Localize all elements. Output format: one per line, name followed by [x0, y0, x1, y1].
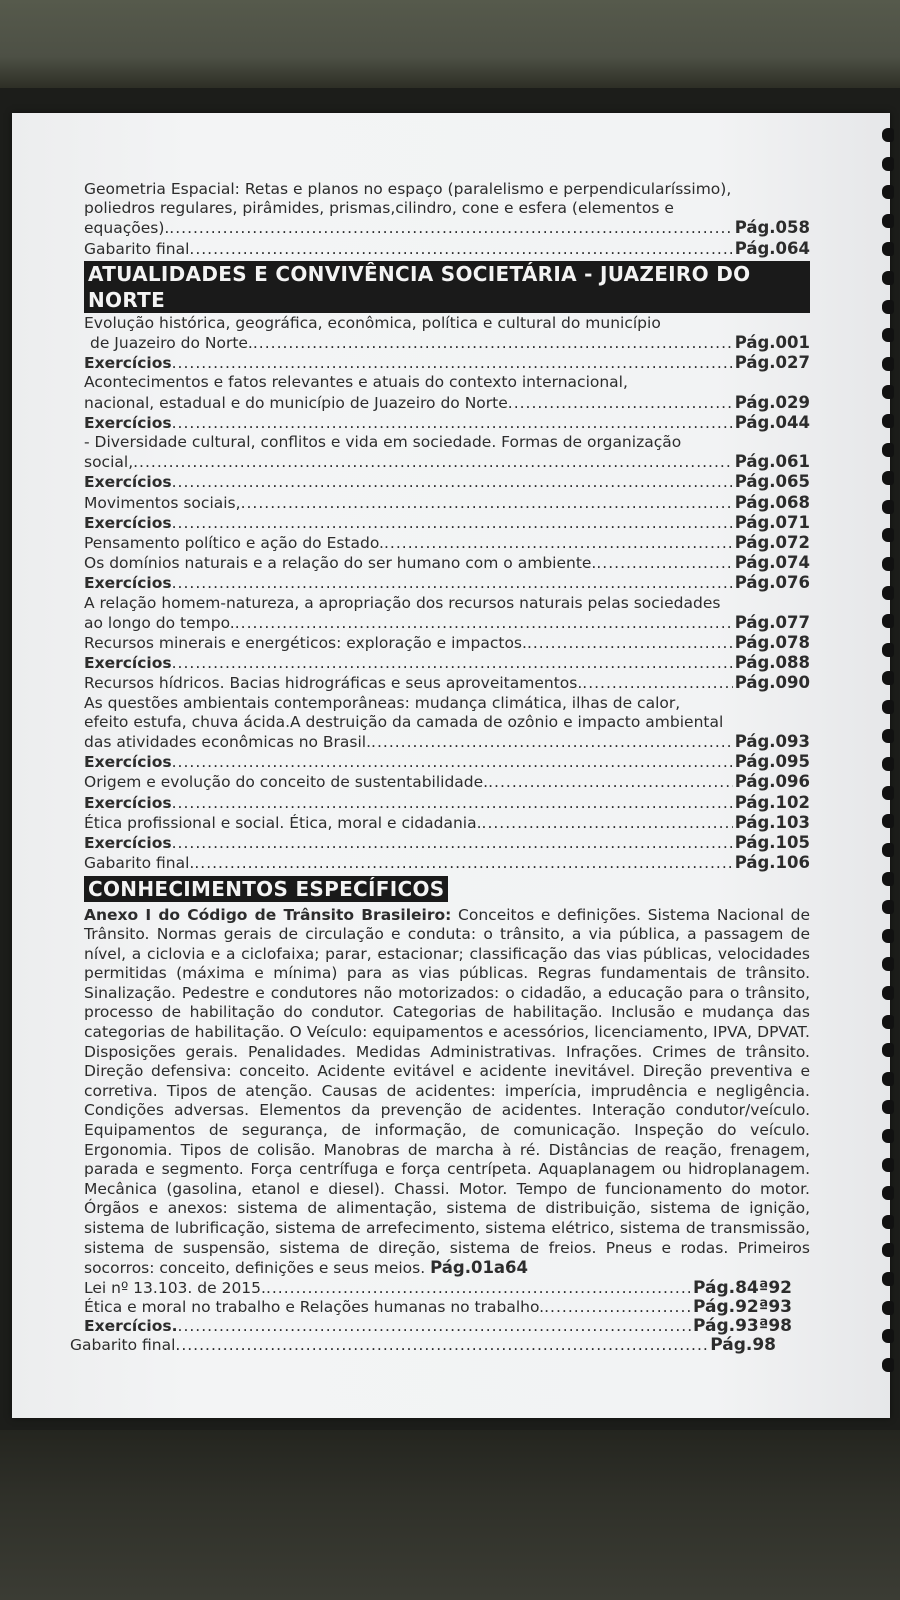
- toc-entry-page: Pág.92ª93: [692, 1296, 792, 1317]
- toc-entry-text: Movimentos sociais,: [84, 493, 241, 512]
- spiral-ring: [882, 929, 894, 943]
- toc-entry: [84, 493, 810, 513]
- spiral-ring: [882, 471, 894, 485]
- toc-leader-dots: [175, 1336, 708, 1355]
- toc-leader-dots: [488, 773, 733, 792]
- toc-leader-dots: [172, 574, 733, 593]
- spiral-ring: [882, 1329, 894, 1343]
- toc-entry: [84, 752, 810, 772]
- toc-leader-dots: [172, 473, 733, 492]
- section-line: Evolução histórica, geográfica, econômica, política e cultural do município: [84, 313, 661, 332]
- toc-entry-text: Ética e moral no trabalho e Relações humanas no trabalho.: [84, 1297, 545, 1316]
- toc-leader-dots: [172, 834, 733, 853]
- toc-entry: [84, 573, 810, 593]
- table-surface-top: [0, 0, 900, 95]
- toc-entry-text: Exercícios: [84, 753, 172, 772]
- toc-entry: [84, 393, 810, 413]
- section-title-conhecimentos: CONHECIMENTOS ESPECÍFICOS: [84, 876, 448, 902]
- toc-entry-page: Pág.071: [734, 512, 810, 532]
- toc-entry-page: Pág.98: [710, 1335, 776, 1356]
- toc-leader-dots: [172, 414, 733, 433]
- section-line: - Diversidade cultural, conflitos e vida em sociedade. Formas de organização: [84, 433, 682, 452]
- toc-entry-text: Pensamento político e ação do Estado.: [84, 534, 384, 553]
- toc-entry-page: Pág.096: [734, 772, 810, 792]
- toc-entry: [84, 793, 810, 813]
- toc-entry-page: Pág.058: [734, 218, 810, 238]
- toc-entry: [70, 1336, 792, 1355]
- spiral-ring: [882, 757, 894, 771]
- toc-entry-page: Pág.106: [734, 853, 810, 873]
- spiral-ring: [882, 872, 894, 886]
- toc-leader-dots: [172, 753, 733, 772]
- toc-entry-text: Exercícios: [84, 473, 172, 492]
- spiral-ring: [882, 1301, 894, 1315]
- spiral-ring: [882, 1129, 894, 1143]
- spiral-ring: [882, 328, 894, 342]
- spiral-ring: [882, 300, 894, 314]
- toc-entry-text: Recursos hídricos. Bacias hidrográficas e seus aproveitamentos.: [84, 674, 583, 693]
- spiral-ring: [882, 1243, 894, 1257]
- section-paragraph: [84, 906, 810, 1279]
- toc-leader-dots: [189, 240, 732, 259]
- toc-entry-text: Gabarito final: [70, 1336, 176, 1355]
- toc-entry-text: Exercícios: [84, 793, 172, 812]
- toc-leader-dots: [194, 854, 732, 873]
- spiral-ring: [882, 586, 894, 600]
- toc-entry-text: das atividades econômicas no Brasil.: [84, 733, 372, 752]
- spiral-ring: [882, 729, 894, 743]
- section2-toc: [70, 1279, 792, 1356]
- toc-leader-dots: [371, 733, 733, 752]
- toc-entry-text: Recursos minerais e energéticos: exploração e impactos.: [84, 634, 527, 653]
- spiral-ring: [882, 1015, 894, 1029]
- toc-entry: [70, 1279, 792, 1298]
- spiral-ring: [882, 185, 894, 199]
- toc-entry-text: nacional, estadual e do município de Juazeiro do Norte: [84, 393, 508, 412]
- toc-entry: [84, 413, 810, 433]
- spiral-ring: [882, 900, 894, 914]
- spiral-ring: [882, 157, 894, 171]
- toc-entry: [84, 833, 810, 853]
- section-line: As questões ambientais contemporâneas: mudança climática, ilhas de calor,: [84, 693, 681, 712]
- spiral-ring: [882, 528, 894, 542]
- spiral-ring: [882, 1158, 894, 1172]
- toc-leader-dots: [178, 1317, 691, 1336]
- spiral-ring: [882, 385, 894, 399]
- toc-entry-text: Exercícios: [84, 574, 172, 593]
- toc-entry: [84, 472, 810, 492]
- toc-entry: [84, 813, 810, 833]
- spiral-ring: [882, 242, 894, 256]
- toc-entry-page: Pág.064: [734, 238, 810, 258]
- toc-entry: [84, 613, 810, 633]
- spiral-ring: [882, 1186, 894, 1200]
- section-line: Acontecimentos e fatos relevantes e atuais do contexto internacional,: [84, 373, 628, 392]
- toc-leader-dots: [235, 614, 733, 633]
- spiral-ring: [882, 957, 894, 971]
- toc-entry-page: Pág.029: [734, 392, 810, 412]
- toc-entry: [84, 218, 810, 238]
- toc-entry-page: Pág.103: [734, 812, 810, 832]
- intro-line: Geometria Espacial: Retas e planos no espaço (paralelismo e perpendicularíssimo),: [84, 180, 732, 198]
- toc-entry: [84, 353, 810, 373]
- section-line: A relação homem-natureza, a apropriação dos recursos naturais pelas sociedades: [84, 593, 721, 612]
- spiral-ring: [882, 700, 894, 714]
- spiral-ring: [882, 643, 894, 657]
- toc-entry: [84, 772, 810, 792]
- spiral-ring: [882, 214, 894, 228]
- toc-entry: [84, 633, 810, 653]
- toc-entry: [84, 553, 810, 573]
- table-surface-bottom: [0, 1430, 900, 1600]
- toc-entry-page: Pág.93ª98: [692, 1316, 792, 1337]
- toc-entry-page: Pág.076: [734, 573, 810, 593]
- toc-entry-text: Exercícios: [84, 354, 172, 373]
- toc-entry-text: ao longo do tempo.: [84, 613, 235, 632]
- toc-entry-page: Pág.093: [734, 732, 810, 752]
- toc-entry-page: Pág.84ª92: [692, 1277, 792, 1298]
- toc-entry-text: Exercícios: [84, 513, 172, 532]
- toc-entry-page: Pág.095: [734, 752, 810, 772]
- spiral-ring: [882, 614, 894, 628]
- spiral-ring: [882, 786, 894, 800]
- toc-entry: [84, 513, 810, 533]
- spiral-ring: [882, 1272, 894, 1286]
- toc-entry-text: Exercícios: [84, 654, 172, 673]
- toc-leader-dots: [172, 794, 733, 813]
- toc-entry: [84, 853, 810, 873]
- toc-leader-dots: [266, 1279, 691, 1298]
- toc-entry: [84, 452, 810, 472]
- toc-entry-page: Pág.068: [734, 492, 810, 512]
- toc-entry-text: Exercícios: [84, 413, 172, 432]
- toc-entry: [84, 333, 810, 353]
- toc-leader-dots: [384, 534, 733, 553]
- toc-entry-page: Pág.072: [734, 533, 810, 553]
- toc-entry-text: social,: [84, 453, 134, 472]
- toc-entry-page: Pág.001: [734, 333, 810, 353]
- spiral-ring: [882, 500, 894, 514]
- toc-entry-text: Origem e evolução do conceito de sustentabilidade.: [84, 773, 489, 792]
- toc-entry-page: Pág.065: [734, 472, 810, 492]
- toc-leader-dots: [544, 1298, 691, 1317]
- toc-leader-dots: [596, 554, 732, 573]
- toc-entry-text: Gabarito final: [84, 239, 190, 258]
- spiral-ring: [882, 814, 894, 828]
- toc-entry-page: Pág.078: [734, 633, 810, 653]
- toc-entry-text: Os domínios naturais e a relação do ser humano com o ambiente.: [84, 554, 597, 573]
- spiral-ring: [882, 557, 894, 571]
- toc-leader-dots: [172, 354, 733, 373]
- toc-leader-dots: [172, 654, 733, 673]
- section-title-atualidades: ATUALIDADES E CONVIVÊNCIA SOCIETÁRIA - JUAZEIRO DO NORTE: [84, 261, 810, 313]
- toc-leader-dots: [527, 634, 733, 653]
- toc-leader-dots: [582, 674, 732, 693]
- toc-leader-dots: [508, 394, 733, 413]
- toc-entry-page: Pág.074: [734, 553, 810, 573]
- section-line: efeito estufa, chuva ácida.A destruição da camada de ozônio e impacto ambiental: [84, 712, 724, 731]
- toc-leader-dots: [241, 494, 733, 513]
- paragraph-page: Pág.01a64: [430, 1258, 529, 1278]
- spiral-ring: [882, 671, 894, 685]
- toc-entry-text: Ética profissional e social. Ética, moral e cidadania.: [84, 813, 482, 832]
- toc-entry-text: Exercícios.: [84, 1317, 178, 1336]
- toc-entry: [84, 673, 810, 693]
- toc-entry-text: equações).: [84, 219, 170, 238]
- toc-entry-page: Pág.077: [734, 612, 810, 632]
- spiral-binding: [882, 128, 896, 1388]
- toc-entry: [84, 533, 810, 553]
- toc-entry-page: Pág.027: [734, 353, 810, 373]
- toc-leader-dots: [253, 334, 733, 353]
- spiral-ring: [882, 128, 894, 142]
- spiral-ring: [882, 271, 894, 285]
- toc-entry-text: Lei nº 13.103. de 2015.: [84, 1278, 266, 1297]
- toc-entry: [84, 239, 810, 259]
- toc-entry-text: Exercícios: [84, 834, 172, 853]
- spiral-ring: [882, 357, 894, 371]
- toc-entry-page: Pág.088: [734, 653, 810, 673]
- intro-line: poliedros regulares, pirâmides, prismas,cilindro, cone e esfera (elementos e: [84, 199, 674, 218]
- toc-leader-dots: [133, 453, 733, 472]
- spiral-ring: [882, 443, 894, 457]
- toc-entry: [70, 1298, 792, 1317]
- spiral-ring: [882, 1043, 894, 1057]
- toc-entry: [84, 732, 810, 752]
- toc-leader-dots: [169, 219, 732, 238]
- toc-entry: [70, 1317, 792, 1336]
- toc-entry-page: Pág.044: [734, 412, 810, 432]
- spiral-ring: [882, 1100, 894, 1114]
- spiral-ring: [882, 986, 894, 1000]
- paragraph-body: Conceitos e definições. Sistema Nacional de Trânsito. Normas gerais de circulação e conduta: o trânsito, a via pública, a passagem de nível, a ciclovia e a ciclofaixa; parar, estacionar; classificação das vias públicas, velocidades permitidas (máxima e mínima) para as vias públicas. Regras fundamentais de trânsito. Sinalização. Pedestre e condutores não motorizados: o cidadão, a educação para o trânsito, processo de habilitação do condutor. Categorias de habilitação. Inclusão e mudança das categorias de habilitação. O Veículo: equipamentos e acessórios, licenciamento, IPVA, DPVAT. Disposições gerais. Penalidades. Medidas Administrativas. Infrações. Crimes de trânsito. Direção defensiva: conceito. Acidente evitável e acidente inevitável. Direção preventiva e corretiva. Tipos de atenção. Causas de acidentes: imperícia, imprudência e negligência. Condições adversas. Elementos da prevenção de acidentes. Interação condutor/veículo. Equipamentos de segurança, de informação, de comunicação. Inspeção do veículo. Ergonomia. Tipos de colisão. Manobras de marcha à ré. Distâncias de reação, frenagem, parada e segmento. Força centrífuga e força centrípeta. Aquaplanagem ou hidroplanagem. Mecânica (gasolina, etanol e diesel). Chassi. Motor. Tempo de funcionamento do motor. Órgãos e anexos: sistema de alimentação, sistema de distribuição, sistema de ignição, sistema de lubrificação, sistema de arrefecimento, sistema elétrico, sistema de transmissão, sistema de suspensão, sistema de direção, sistema de freios. Pneus e rodas. Primeiros socorros: conceito, definições e seus meios.: [84, 905, 810, 1278]
- toc-leader-dots: [172, 514, 733, 533]
- spiral-ring: [882, 1215, 894, 1229]
- toc-entry-text: de Juazeiro do Norte.: [90, 334, 253, 353]
- toc-entry-page: Pág.102: [734, 792, 810, 812]
- spiral-ring: [882, 1072, 894, 1086]
- toc-entry-text: Gabarito final.: [84, 854, 195, 873]
- paragraph-lead: Anexo I do Código de Trânsito Brasileiro:: [84, 905, 452, 924]
- spiral-ring: [882, 1358, 894, 1372]
- spiral-ring: [882, 843, 894, 857]
- toc-entry-page: Pág.105: [734, 833, 810, 853]
- toc-entry: [84, 653, 810, 673]
- toc-leader-dots: [482, 814, 733, 833]
- page-content: [70, 180, 810, 1356]
- spiral-ring: [882, 414, 894, 428]
- toc-entry-page: Pág.090: [734, 673, 810, 693]
- toc-entry-page: Pág.061: [734, 452, 810, 472]
